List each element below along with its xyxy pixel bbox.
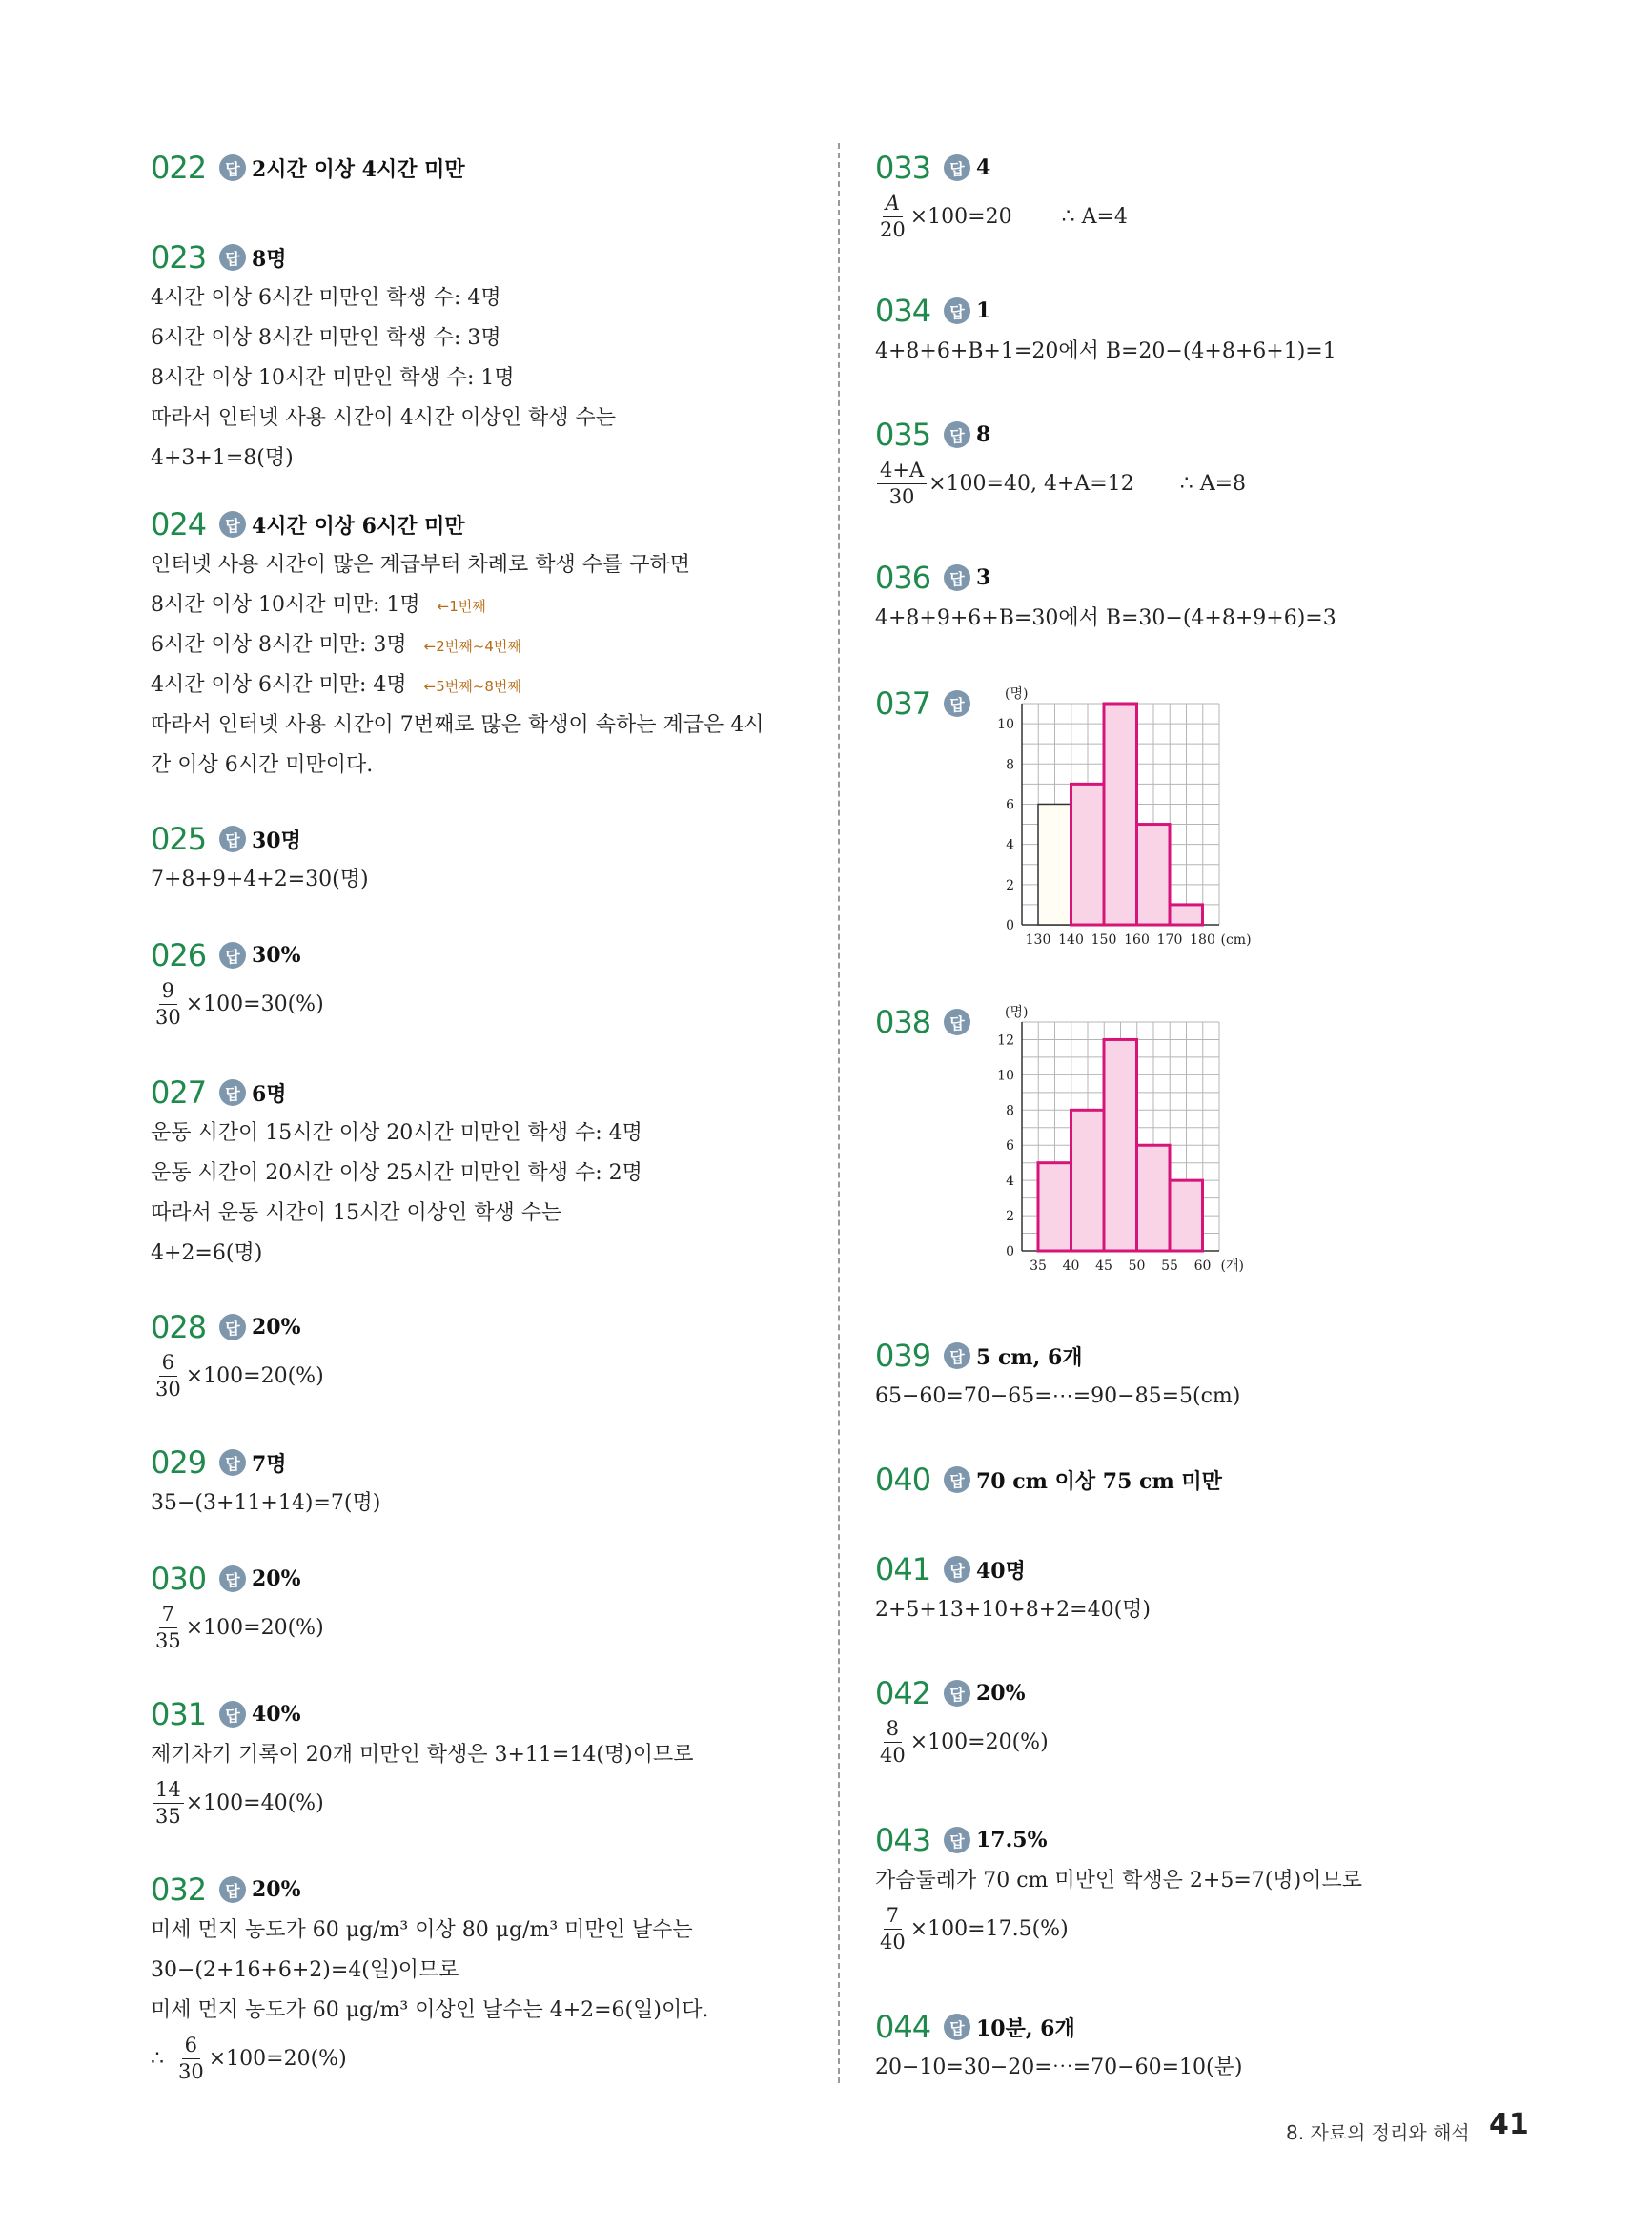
problem-035 bbox=[875, 414, 1561, 511]
formula-line bbox=[151, 2031, 818, 2086]
histogram-037 bbox=[974, 686, 1252, 957]
solution-line: 4+2=6(명) bbox=[151, 1241, 263, 1265]
y-tick-label: 10 bbox=[997, 717, 1014, 733]
denominator: 40 bbox=[880, 1743, 906, 1767]
solution-line: 운동 시간이 15시간 이상 20시간 미만인 학생 수: 4명 bbox=[151, 1121, 642, 1145]
formula-rest: ×100=17.5(%) bbox=[909, 1916, 1069, 1941]
answer-tag: 답 bbox=[219, 1876, 246, 1903]
answer: 10분, 6개 bbox=[976, 2015, 1075, 2041]
numerator: 7 bbox=[159, 1605, 177, 1628]
problem-024 bbox=[151, 503, 818, 786]
histogram-bar bbox=[1104, 1039, 1137, 1251]
problem-number: 033 bbox=[875, 150, 931, 186]
problem-number: 038 bbox=[875, 1004, 931, 1040]
answer-tag: 답 bbox=[944, 1009, 970, 1035]
solution-line: 4+3+1=8(명) bbox=[151, 446, 294, 470]
y-tick-label: 2 bbox=[1006, 1209, 1014, 1225]
histogram-bar bbox=[1104, 704, 1137, 925]
problem-039 bbox=[875, 1335, 1561, 1417]
answer: 2시간 이상 4시간 미만 bbox=[252, 156, 465, 182]
formula-rest: ×100=40, 4+A=12 bbox=[928, 471, 1134, 496]
denominator: 40 bbox=[880, 1930, 906, 1954]
y-tick-label: 6 bbox=[1006, 797, 1014, 813]
answer-tag: 답 bbox=[219, 942, 246, 969]
fraction bbox=[153, 1350, 184, 1401]
formula-rest: ×100=20(%) bbox=[185, 1363, 324, 1388]
x-tick-label: 150 bbox=[1091, 932, 1117, 948]
y-tick-label: 10 bbox=[997, 1068, 1014, 1084]
answer-tag: 답 bbox=[944, 1556, 970, 1583]
solution-line bbox=[151, 665, 818, 706]
answer-tag: 답 bbox=[944, 154, 970, 181]
histogram-bar bbox=[1137, 1145, 1171, 1251]
numerator: 6 bbox=[159, 1353, 177, 1377]
solution-line: 간 이상 6시간 미만이다. bbox=[151, 753, 374, 777]
x-tick-label: 35 bbox=[1030, 1258, 1047, 1274]
problem-031 bbox=[151, 1693, 818, 1831]
fraction bbox=[175, 2033, 207, 2083]
solution-text: 8시간 이상 10시간 미만: 1명 bbox=[151, 593, 420, 617]
y-tick-label: 6 bbox=[1006, 1138, 1014, 1155]
solution-line: 4시간 이상 6시간 미만인 학생 수: 4명 bbox=[151, 286, 501, 310]
y-tick-label: 0 bbox=[1006, 918, 1014, 933]
x-tick-label: 140 bbox=[1058, 932, 1084, 948]
problem-number: 041 bbox=[875, 1551, 931, 1587]
answer-tag: 답 bbox=[944, 1466, 970, 1493]
answer: 20% bbox=[252, 1315, 301, 1340]
problem-number: 032 bbox=[151, 1872, 207, 1908]
formula-line bbox=[875, 189, 1561, 244]
problem-number: 040 bbox=[875, 1462, 931, 1498]
column-divider bbox=[838, 143, 840, 2083]
problem-number: 025 bbox=[151, 821, 207, 857]
formula-rest: ×100=20(%) bbox=[909, 1729, 1049, 1754]
histogram-038 bbox=[974, 1005, 1244, 1283]
problem-030 bbox=[151, 1558, 818, 1655]
answer-tag: 답 bbox=[219, 1314, 246, 1340]
formula-line bbox=[151, 1348, 818, 1403]
x-axis-unit: (cm) bbox=[1220, 932, 1252, 948]
problem-number: 035 bbox=[875, 417, 931, 453]
formula-line bbox=[151, 1600, 818, 1655]
answer: 4시간 이상 6시간 미만 bbox=[252, 513, 465, 539]
problem-026 bbox=[151, 934, 818, 1032]
problem-023 bbox=[151, 236, 818, 479]
histogram-bar bbox=[1137, 825, 1171, 925]
solution-line: 제기차기 기록이 20개 미만인 학생은 3+11=14(명)이므로 bbox=[151, 1743, 694, 1767]
solution-line: 가슴둘레가 70 cm 미만인 학생은 2+5=7(명)이므로 bbox=[875, 1869, 1362, 1892]
answer-tag: 답 bbox=[944, 1827, 970, 1853]
problem-042 bbox=[875, 1672, 1561, 1770]
numerator: 6 bbox=[182, 2036, 200, 2059]
x-tick-label: 55 bbox=[1161, 1258, 1178, 1274]
answer-tag: 답 bbox=[219, 154, 246, 181]
histogram-bar bbox=[1170, 905, 1203, 925]
answer: 8 bbox=[976, 422, 991, 447]
problem-027 bbox=[151, 1072, 818, 1274]
y-tick-label: 2 bbox=[1006, 877, 1014, 893]
conclusion: ∴ A=4 bbox=[1061, 204, 1128, 229]
x-tick-label: 50 bbox=[1128, 1258, 1146, 1274]
solution-line bbox=[151, 625, 818, 665]
answer: 40% bbox=[252, 1702, 301, 1727]
problem-number: 026 bbox=[151, 937, 207, 973]
answer-tag: 답 bbox=[944, 297, 970, 324]
fraction bbox=[153, 1602, 184, 1652]
problem-number: 027 bbox=[151, 1074, 207, 1111]
answer-tag: 답 bbox=[219, 826, 246, 852]
solution-text: 4시간 이상 6시간 미만: 4명 bbox=[151, 673, 407, 697]
answer: 17.5% bbox=[976, 1828, 1048, 1852]
problem-034 bbox=[875, 290, 1561, 372]
answer: 1 bbox=[976, 298, 991, 323]
solution-line: 미세 먼지 농도가 60 μg/m³ 이상인 날수는 4+2=6(일)이다. bbox=[151, 1998, 709, 2022]
solution-line: 따라서 운동 시간이 15시간 이상인 학생 수는 bbox=[151, 1201, 562, 1225]
y-tick-label: 8 bbox=[1006, 1103, 1014, 1119]
denominator: 35 bbox=[155, 1804, 181, 1828]
answer: 5 cm, 6개 bbox=[976, 1344, 1083, 1370]
x-tick-label: 45 bbox=[1095, 1258, 1112, 1274]
denominator: 30 bbox=[178, 2059, 204, 2083]
numerator: 14 bbox=[153, 1780, 184, 1804]
rank-note: ←5번째~8번째 bbox=[423, 678, 521, 695]
solution-line: 8시간 이상 10시간 미만인 학생 수: 1명 bbox=[151, 366, 515, 390]
numerator: 8 bbox=[884, 1719, 902, 1743]
histogram-bar bbox=[1170, 1180, 1203, 1251]
y-axis-unit: (명) bbox=[1005, 686, 1029, 702]
problem-028 bbox=[151, 1306, 818, 1403]
denominator: 20 bbox=[880, 217, 906, 241]
answer: 70 cm 이상 75 cm 미만 bbox=[976, 1468, 1222, 1494]
y-tick-label: 8 bbox=[1006, 757, 1014, 773]
fraction bbox=[877, 1716, 908, 1767]
fraction bbox=[877, 191, 908, 241]
solution-line: 65−60=70−65=⋯=90−85=5(cm) bbox=[875, 1384, 1241, 1408]
problem-number: 023 bbox=[151, 239, 207, 276]
rank-note: ←1번째 bbox=[437, 598, 486, 615]
problem-number: 030 bbox=[151, 1561, 207, 1597]
answer-tag: 답 bbox=[219, 1701, 246, 1728]
solution-line: 인터넷 사용 시간이 많은 계급부터 차례로 학생 수를 구하면 bbox=[151, 553, 690, 577]
x-axis-unit: (개) bbox=[1220, 1258, 1244, 1274]
y-axis-unit: (명) bbox=[1005, 1005, 1029, 1020]
answer: 6명 bbox=[252, 1081, 287, 1107]
formula-line bbox=[151, 1775, 818, 1831]
problem-number: 022 bbox=[151, 150, 207, 186]
problem-number: 039 bbox=[875, 1338, 931, 1374]
problem-033 bbox=[875, 147, 1561, 244]
problem-number: 037 bbox=[875, 685, 931, 722]
problem-025 bbox=[151, 818, 818, 900]
formula-line bbox=[875, 1901, 1561, 1956]
denominator: 30 bbox=[888, 484, 915, 508]
answer: 8명 bbox=[252, 246, 287, 272]
formula-rest: ×100=30(%) bbox=[185, 992, 324, 1016]
histogram-bar bbox=[1071, 784, 1105, 925]
answer-tag: 답 bbox=[944, 2014, 970, 2040]
answer-tag: 답 bbox=[219, 244, 246, 271]
solution-text: 6시간 이상 8시간 미만: 3명 bbox=[151, 633, 407, 657]
rank-note: ←2번째~4번째 bbox=[423, 638, 521, 655]
answer-tag: 답 bbox=[944, 690, 970, 717]
problem-number: 029 bbox=[151, 1444, 207, 1481]
problem-036 bbox=[875, 557, 1561, 639]
formula-line bbox=[875, 1714, 1561, 1770]
numerator: 9 bbox=[159, 981, 177, 1005]
solution-line: 2+5+13+10+8+2=40(명) bbox=[875, 1598, 1151, 1622]
solution-line bbox=[151, 585, 818, 625]
solution-line: 따라서 인터넷 사용 시간이 4시간 이상인 학생 수는 bbox=[151, 406, 616, 430]
problem-043 bbox=[875, 1819, 1561, 1956]
solution-line: 20−10=30−20=⋯=70−60=10(분) bbox=[875, 2056, 1243, 2079]
problem-number: 024 bbox=[151, 506, 207, 542]
formula-rest: ×100=20(%) bbox=[185, 1615, 324, 1640]
x-tick-label: 160 bbox=[1124, 932, 1150, 948]
answer: 7명 bbox=[252, 1451, 287, 1477]
problem-number: 028 bbox=[151, 1309, 207, 1345]
answer: 20% bbox=[252, 1877, 301, 1902]
problem-number: 031 bbox=[151, 1696, 207, 1732]
fraction bbox=[877, 460, 927, 507]
y-tick-label: 4 bbox=[1006, 1174, 1014, 1190]
formula-line bbox=[151, 976, 818, 1032]
solution-line: 30−(2+16+6+2)=4(일)이므로 bbox=[151, 1958, 459, 1982]
solution-line: 4+8+6+B+1=20에서 B=20−(4+8+6+1)=1 bbox=[875, 339, 1336, 363]
histogram-bar bbox=[1071, 1110, 1105, 1251]
fraction bbox=[153, 1777, 184, 1828]
answer: 20% bbox=[976, 1681, 1026, 1706]
numerator: 4+A bbox=[877, 460, 927, 484]
fraction bbox=[877, 1903, 908, 1954]
numerator: 7 bbox=[884, 1906, 902, 1930]
solution-line: 따라서 인터넷 사용 시간이 7번째로 많은 학생이 속하는 계급은 4시 bbox=[151, 713, 765, 737]
answer-tag: 답 bbox=[944, 1342, 970, 1369]
solution-line: 운동 시간이 20시간 이상 25시간 미만인 학생 수: 2명 bbox=[151, 1161, 642, 1185]
answer-tag: 답 bbox=[219, 1079, 246, 1106]
solution-line: 7+8+9+4+2=30(명) bbox=[151, 868, 369, 891]
answer-tag: 답 bbox=[944, 421, 970, 448]
x-tick-label: 180 bbox=[1190, 932, 1215, 948]
y-tick-label: 12 bbox=[997, 1033, 1014, 1049]
x-tick-label: 130 bbox=[1025, 932, 1051, 948]
y-tick-label: 0 bbox=[1006, 1244, 1014, 1259]
answer-tag: 답 bbox=[219, 1565, 246, 1592]
problem-041 bbox=[875, 1548, 1561, 1630]
denominator: 35 bbox=[155, 1628, 181, 1652]
formula-rest: ×100=20(%) bbox=[208, 2046, 347, 2071]
problem-number: 042 bbox=[875, 1675, 931, 1711]
answer: 30% bbox=[252, 943, 301, 968]
problem-040 bbox=[875, 1459, 1561, 1501]
histogram-bar bbox=[1038, 804, 1071, 925]
footer-section-title: 8. 자료의 정리와 해석 bbox=[1286, 2121, 1470, 2144]
solution-line: 6시간 이상 8시간 미만인 학생 수: 3명 bbox=[151, 326, 501, 350]
page-number: 41 bbox=[1489, 2108, 1529, 2141]
problem-number: 044 bbox=[875, 2009, 931, 2045]
solution-line: 35−(3+11+14)=7(명) bbox=[151, 1491, 381, 1515]
problem-022 bbox=[151, 147, 818, 189]
answer: 4 bbox=[976, 155, 991, 180]
numerator: A bbox=[883, 194, 903, 217]
fraction bbox=[153, 978, 184, 1029]
x-tick-label: 170 bbox=[1156, 932, 1183, 948]
formula-rest: ×100=20 bbox=[909, 204, 1012, 229]
y-tick-label: 4 bbox=[1006, 837, 1014, 853]
problem-032 bbox=[151, 1869, 818, 2086]
answer: 20% bbox=[252, 1566, 301, 1591]
formula-rest: ×100=40(%) bbox=[185, 1790, 324, 1815]
problem-number: 034 bbox=[875, 293, 931, 329]
problem-044 bbox=[875, 2006, 1561, 2088]
solution-line: 4+8+9+6+B=30에서 B=30−(4+8+9+6)=3 bbox=[875, 606, 1336, 630]
answer-tag: 답 bbox=[219, 1449, 246, 1476]
problem-number: 043 bbox=[875, 1822, 931, 1858]
problem-number: 036 bbox=[875, 560, 931, 596]
answer: 3 bbox=[976, 565, 991, 590]
denominator: 30 bbox=[155, 1005, 181, 1029]
conclusion: ∴ A=8 bbox=[1179, 471, 1247, 496]
problem-029 bbox=[151, 1442, 818, 1524]
histogram-bar bbox=[1038, 1163, 1071, 1251]
solution-line: 미세 먼지 농도가 60 μg/m³ 이상 80 μg/m³ 미만인 날수는 bbox=[151, 1918, 693, 1942]
answer-tag: 답 bbox=[944, 1680, 970, 1707]
answer-tag: 답 bbox=[944, 564, 970, 591]
x-tick-label: 60 bbox=[1193, 1258, 1212, 1274]
formula-line bbox=[875, 456, 1561, 511]
answer: 30명 bbox=[252, 828, 301, 853]
denominator: 30 bbox=[155, 1377, 181, 1401]
x-tick-label: 40 bbox=[1062, 1258, 1080, 1274]
therefore-symbol: ∴ bbox=[151, 2046, 164, 2071]
answer: 40명 bbox=[976, 1558, 1026, 1584]
answer-tag: 답 bbox=[219, 511, 246, 538]
